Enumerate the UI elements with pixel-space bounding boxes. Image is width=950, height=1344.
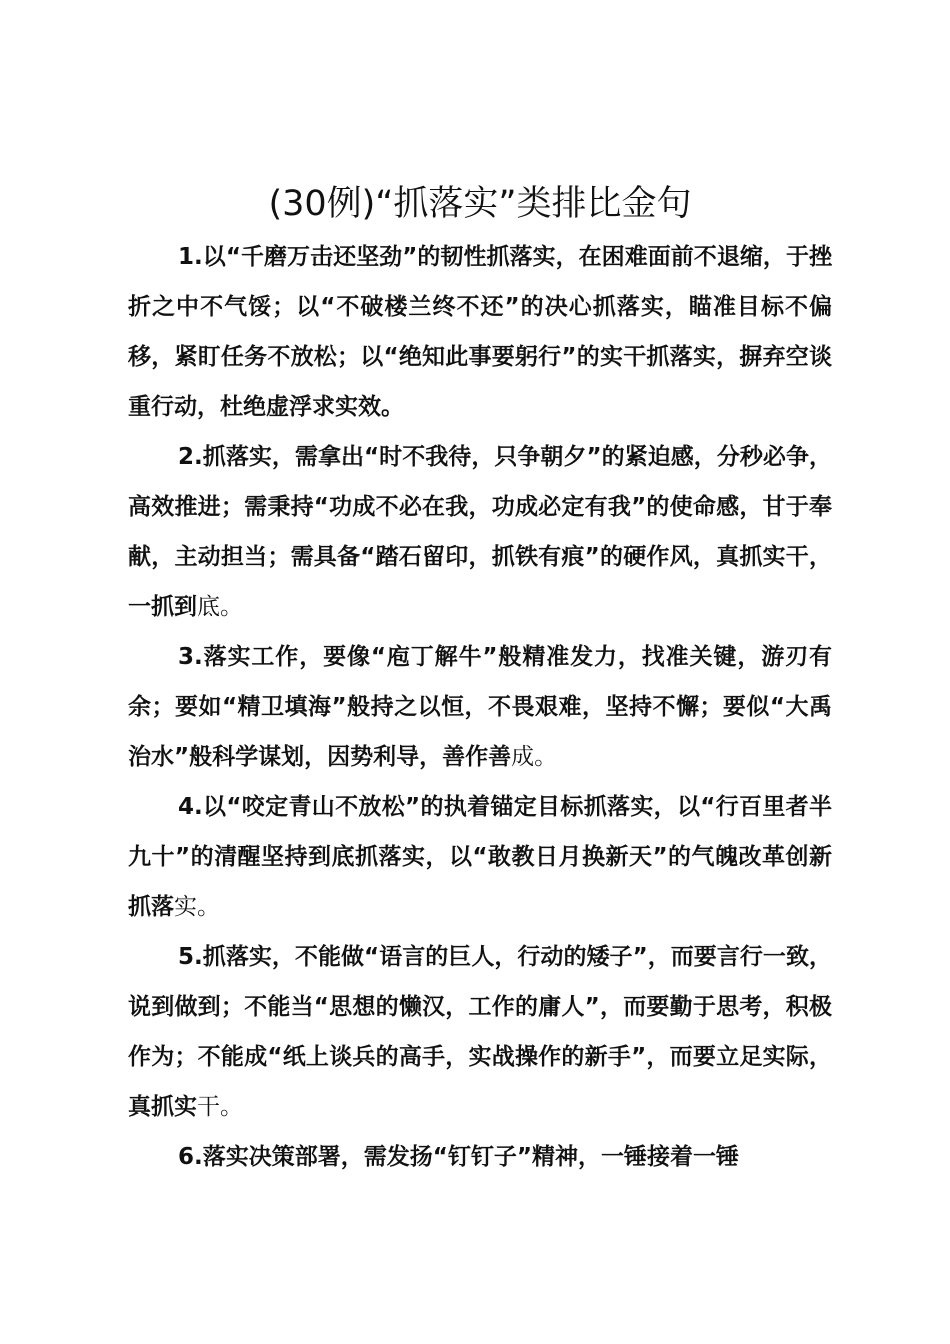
paragraph-1-text: 1.以“千磨万击还坚劲”的韧性抓落实，在困难面前不退缩，于挫折之中不气馁；以“不破楼兰终不还”的决心抓落实，瞄准目标不偏移，紧盯任务不放松；以“绝知此事要躬行”的实干抓落实，摒弃空谈重行动，杜绝虚浮求实效。 [128,244,832,420]
paragraph-2-text: 2.抓落实，需拿出“时不我待，只争朝夕”的紧迫感，分秒必争，高效推进；需秉持“功成不必在我，功成必定有我”的使命感，甘于奉献，主动担当；需具备“踏石留印，抓铁有痕”的硬作风，真抓实干，一抓到 [128,444,832,620]
paragraph-5-text: 5.抓落实，不能做“语言的巨人，行动的矮子”，而要言行一致，说到做到；不能当“思想的懒汉，工作的庸人”，而要勤于思考，积极作为；不能成“纸上谈兵的高手，实战操作的新手”，而要立足实际，真抓实 [128,944,832,1120]
paragraph-6 [128,1132,832,1182]
paragraph-2 [128,432,832,632]
paragraph-5 [128,932,832,1132]
paragraph-5-tail: 干。 [197,1094,243,1120]
paragraph-4-text: 4.以“咬定青山不放松”的执着锚定目标抓落实，以“行百里者半九十”的清醒坚持到底抓落实，以“敢教日月换新天”的气魄改革创新抓落 [128,794,832,920]
paragraph-3-tail: 成。 [511,744,558,770]
paragraph-3-text: 3.落实工作，要像“庖丁解牛”般精准发力，找准关键，游刃有余；要如“精卫填海”般持之以恒，不畏艰难，坚持不懈；要似“大禹治水”般科学谋划，因势利导，善作善 [128,644,832,770]
paragraph-1 [128,232,832,432]
document-body [128,232,832,1182]
paragraph-6-text: 6.落实决策部署，需发扬“钉钉子”精神，一锤接着一锤 [178,1144,739,1170]
paragraph-4 [128,782,832,932]
paragraph-2-tail: 底。 [197,594,243,620]
document-title: (30例)“抓落实”类排比金句 [268,184,692,224]
paragraph-3 [128,632,832,782]
paragraph-4-tail: 实。 [174,894,220,920]
